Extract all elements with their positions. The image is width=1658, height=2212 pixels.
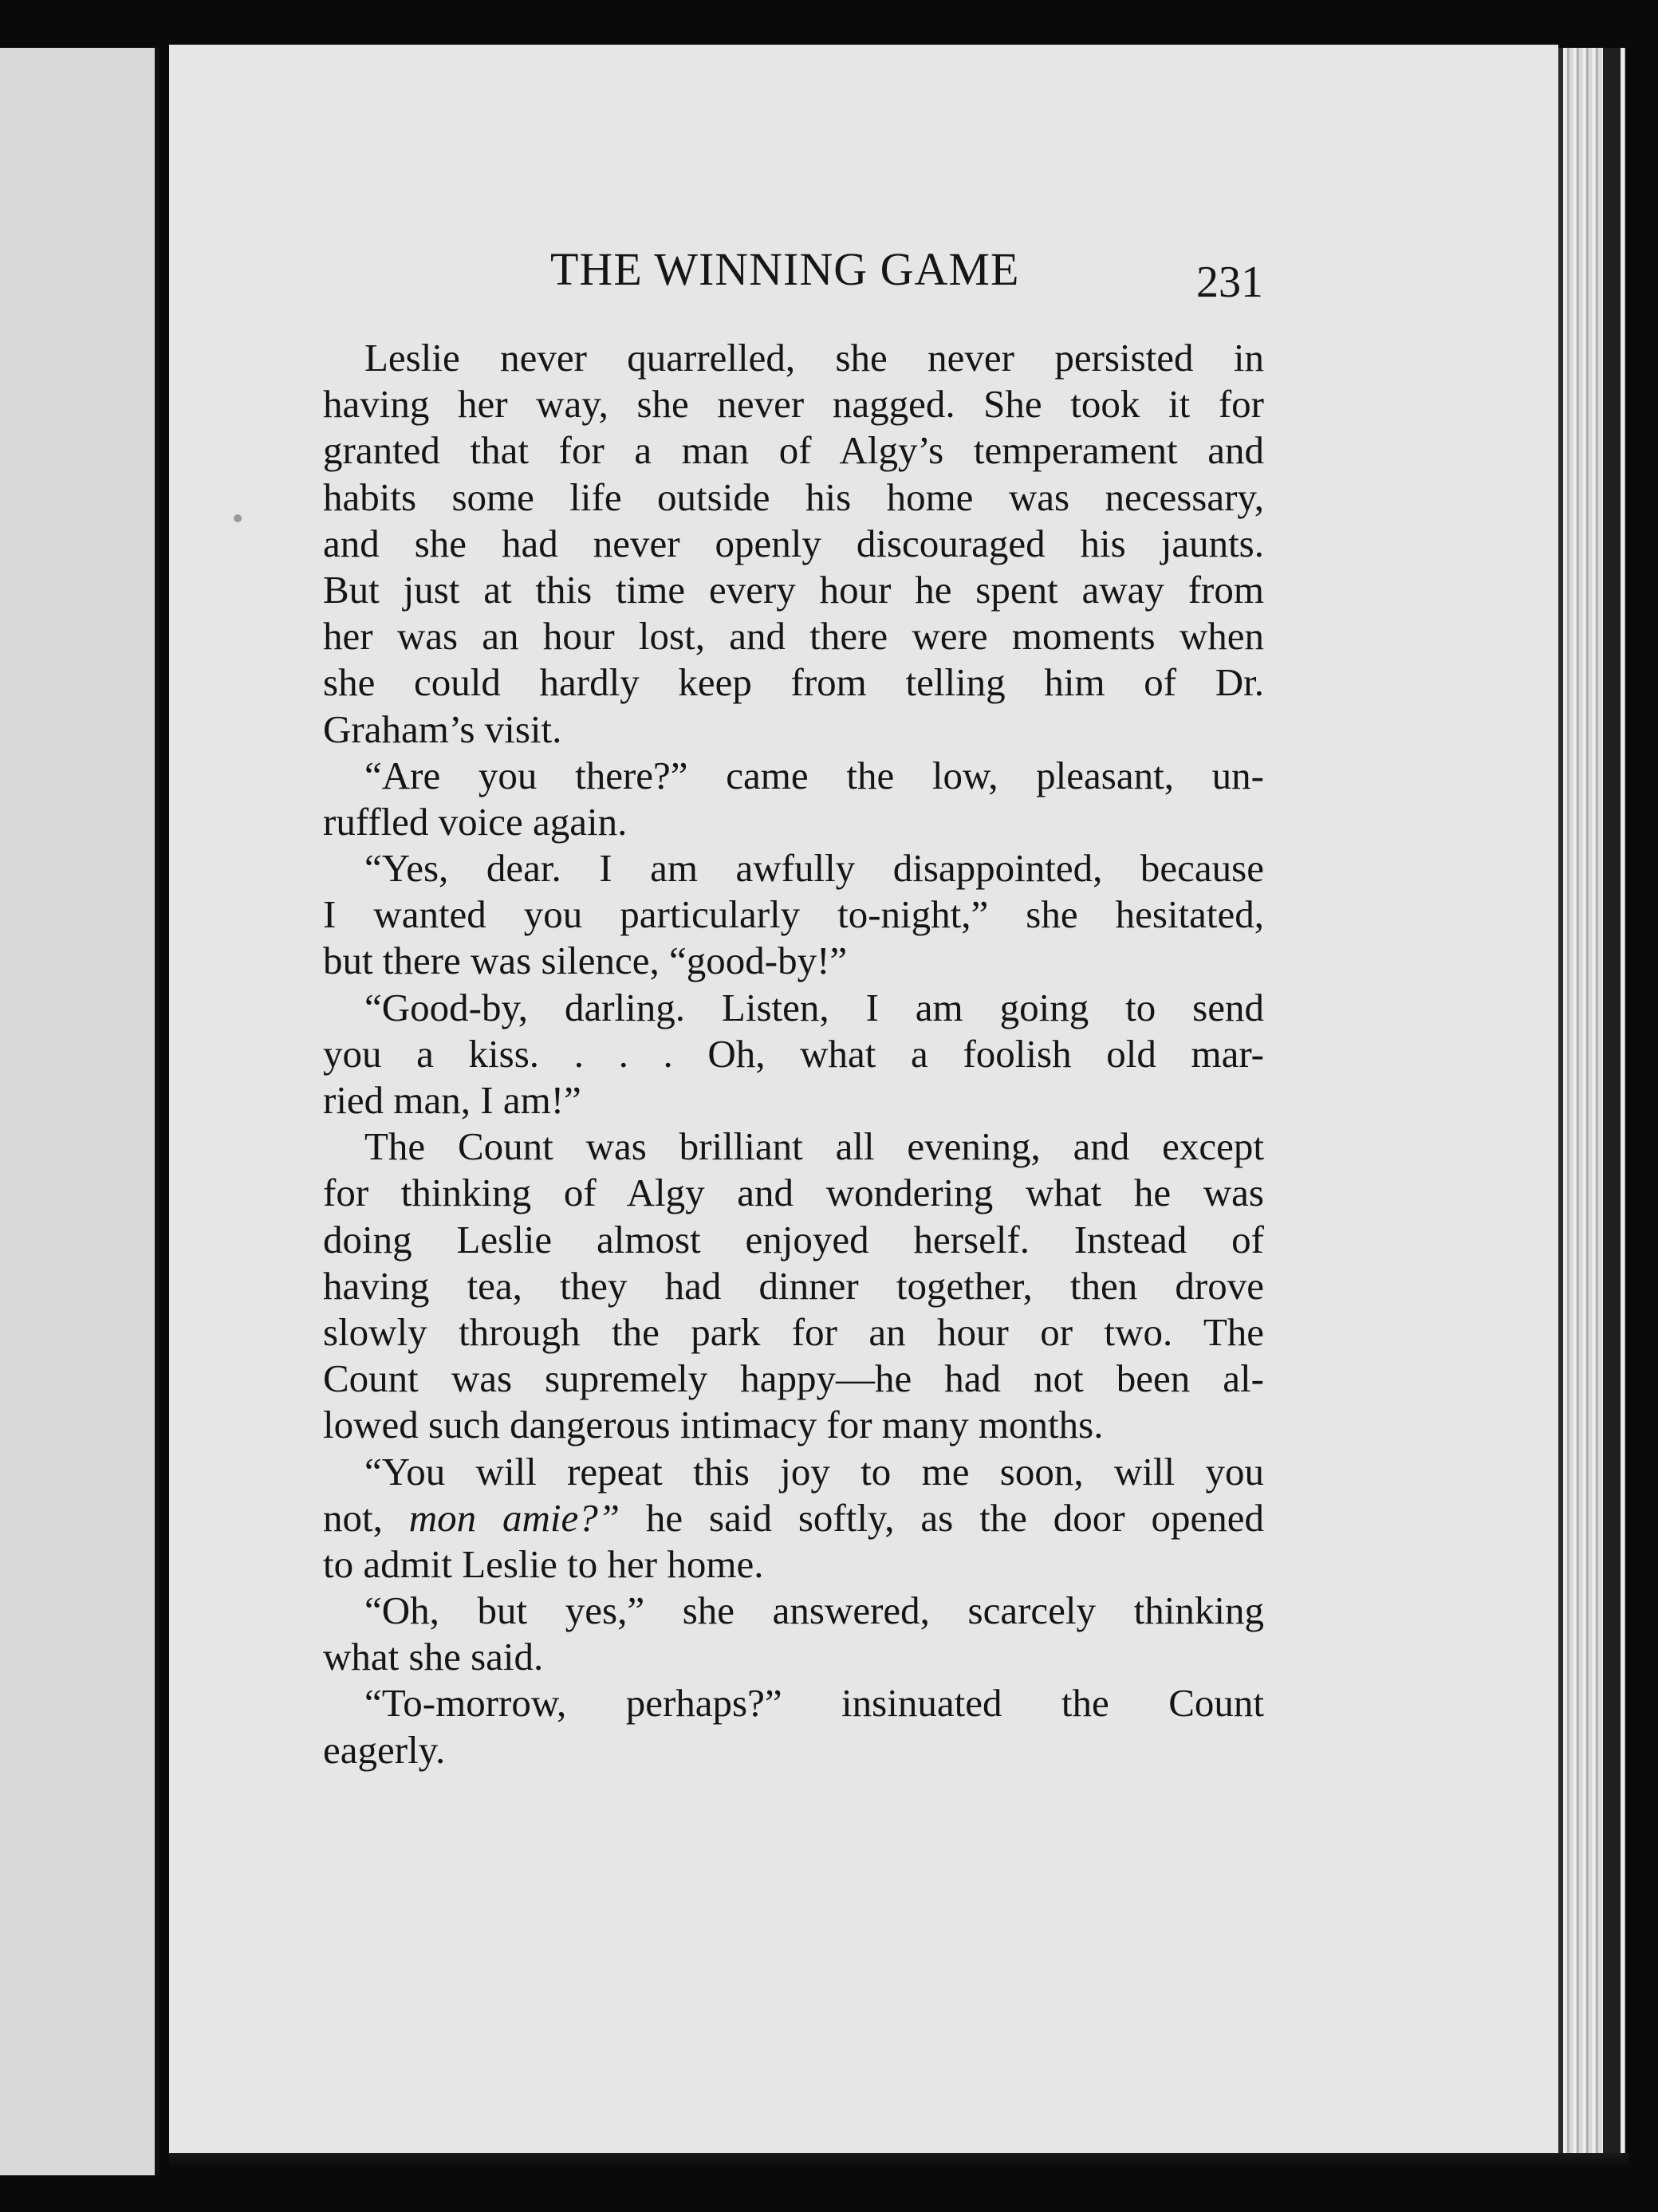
text-line: granted that for a man of Algy’s temperament and (323, 428, 1264, 473)
text-line: what she said. (323, 1635, 544, 1679)
paper-speck (234, 514, 242, 522)
text-line: she could hardly keep from telling him of Dr. (323, 660, 1264, 705)
text-line (323, 1495, 1264, 1541)
body-text (323, 335, 1264, 1773)
text-line: and she had never openly discouraged his jaunts. (323, 521, 1264, 565)
text-line: “You will repeat this joy to me soon, will you (364, 1449, 1264, 1494)
text-line: I wanted you particularly to-night,” she hesitated, (323, 892, 1264, 937)
text-line: to admit Leslie to her home. (323, 1541, 764, 1586)
text-line: Leslie never quarrelled, she never persisted in (364, 336, 1264, 380)
text-line: her was an hour lost, and there were moments when (323, 614, 1264, 659)
page-number: 231 (1196, 258, 1263, 307)
text-line: “Good-by, darling. Listen, I am going to send (364, 985, 1264, 1029)
text-line: ried man, I am!” (323, 1078, 581, 1122)
text-line: Count was supremely happy—he had not been al- (323, 1356, 1264, 1401)
text-fragment: he said softly, as the door opened (620, 1495, 1264, 1540)
text-line: doing Leslie almost enjoyed herself. Instead of (323, 1217, 1264, 1261)
text-line: for thinking of Algy and wondering what he was (323, 1171, 1264, 1215)
text-line: but there was silence, “good-by!” (323, 939, 848, 983)
text-line: “Yes, dear. I am awfully disappointed, because (364, 846, 1264, 891)
text-line: eagerly. (323, 1727, 446, 1772)
text-line: “Oh, but yes,” she answered, scarcely thinking (364, 1588, 1264, 1633)
text-line: The Count was brilliant all evening, and except (364, 1124, 1264, 1169)
running-title: THE WINNING GAME (550, 243, 1020, 295)
text-line: Graham’s visit. (323, 707, 562, 751)
text-line: you a kiss. . . . Oh, what a foolish old mar- (323, 1031, 1264, 1076)
italic-phrase: mon amie?” (408, 1495, 620, 1540)
text-line: But just at this time every hour he spent away from (323, 567, 1264, 612)
binding-shadow (1603, 48, 1621, 2161)
text-line: lowed such dangerous intimacy for many months. (323, 1403, 1104, 1447)
text-fragment: not, (323, 1495, 409, 1540)
bottom-shadow (169, 2153, 1628, 2167)
facing-page-edge (0, 48, 159, 2175)
text-line: slowly through the park for an hour or two. The (323, 1309, 1264, 1354)
text-line: ruffled voice again. (323, 799, 628, 844)
text-line: “To-morrow, perhaps?” insinuated the Count (364, 1681, 1264, 1726)
text-line: having tea, they had dinner together, then drove (323, 1263, 1264, 1308)
text-line: having her way, she never nagged. She took it for (323, 382, 1264, 427)
text-line: habits some life outside his home was necessary, (323, 474, 1264, 519)
text-line: “Are you there?” came the low, pleasant, un- (364, 753, 1264, 797)
